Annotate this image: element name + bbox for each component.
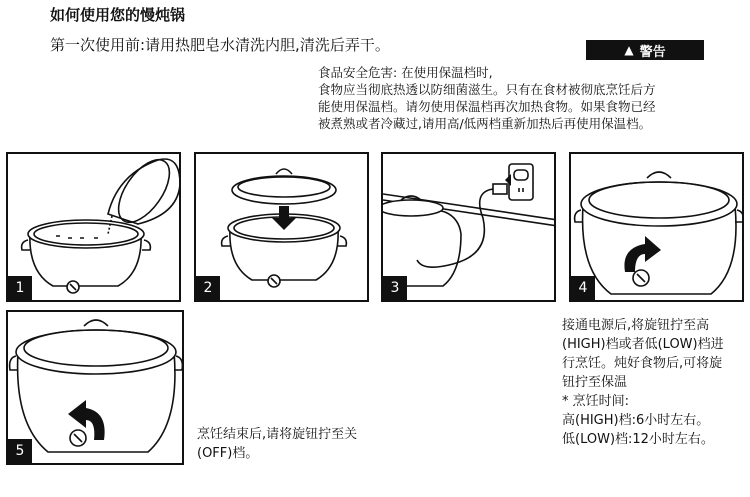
step-5-illustration	[6, 310, 184, 465]
step-4-line: 行烹饪。炖好食物后,可将旋	[562, 356, 723, 371]
step-5-text	[197, 425, 357, 463]
step-number: 1	[8, 276, 32, 300]
step-number: 4	[571, 276, 595, 300]
step-5-line: 烹饪结束后,请将旋钮拧至关	[197, 427, 358, 442]
step-4-line: * 烹饪时间:	[562, 394, 630, 409]
step-4-line: (HIGH)档或者低(LOW)档进	[562, 337, 724, 352]
food-safety-note	[318, 64, 738, 132]
step-number: 3	[383, 276, 407, 300]
safety-line: 能使用保温档。请勿使用保温档再次加热食物。如果食物已经	[318, 99, 656, 114]
step-4-text	[562, 316, 750, 449]
warning-triangle-icon: ▲	[624, 43, 634, 57]
step-number: 2	[196, 276, 220, 300]
step-4-line: 钮拧至保温	[562, 375, 628, 390]
step-2-illustration	[194, 152, 369, 302]
page-title: 如何使用您的慢炖锅	[50, 6, 186, 24]
safety-line: 被煮熟或者冷藏过,请用高/低两档重新加热后再使用保温档。	[318, 116, 652, 131]
pour-water-into-crock-image	[8, 154, 181, 302]
warning-badge	[586, 40, 704, 60]
step-number: 5	[8, 439, 32, 463]
safety-line: 食物应当彻底热透以防细菌滋生。只有在食材被彻底烹饪后方	[318, 82, 656, 97]
step-5-line: (OFF)档。	[197, 446, 259, 461]
step-4-illustration	[569, 152, 744, 302]
turn-knob-clockwise-image	[571, 154, 744, 302]
turn-knob-off-image	[8, 312, 184, 465]
step-1-illustration	[6, 152, 181, 302]
place-lid-image	[196, 154, 369, 302]
first-use-instruction: 第一次使用前:请用热肥皂水清洗内胆,清洗后弄干。	[50, 36, 390, 54]
step-4-line: 接通电源后,将旋钮拧至高	[562, 318, 710, 333]
step-4-line: 高(HIGH)档:6小时左右。	[562, 413, 710, 428]
step-4-line: 低(LOW)档:12小时左右。	[562, 432, 714, 447]
step-3-illustration	[381, 152, 556, 302]
plug-in-outlet-image	[383, 154, 556, 302]
warning-label: 警告	[639, 44, 666, 60]
safety-line: 食品安全危害: 在使用保温档时,	[318, 65, 493, 80]
